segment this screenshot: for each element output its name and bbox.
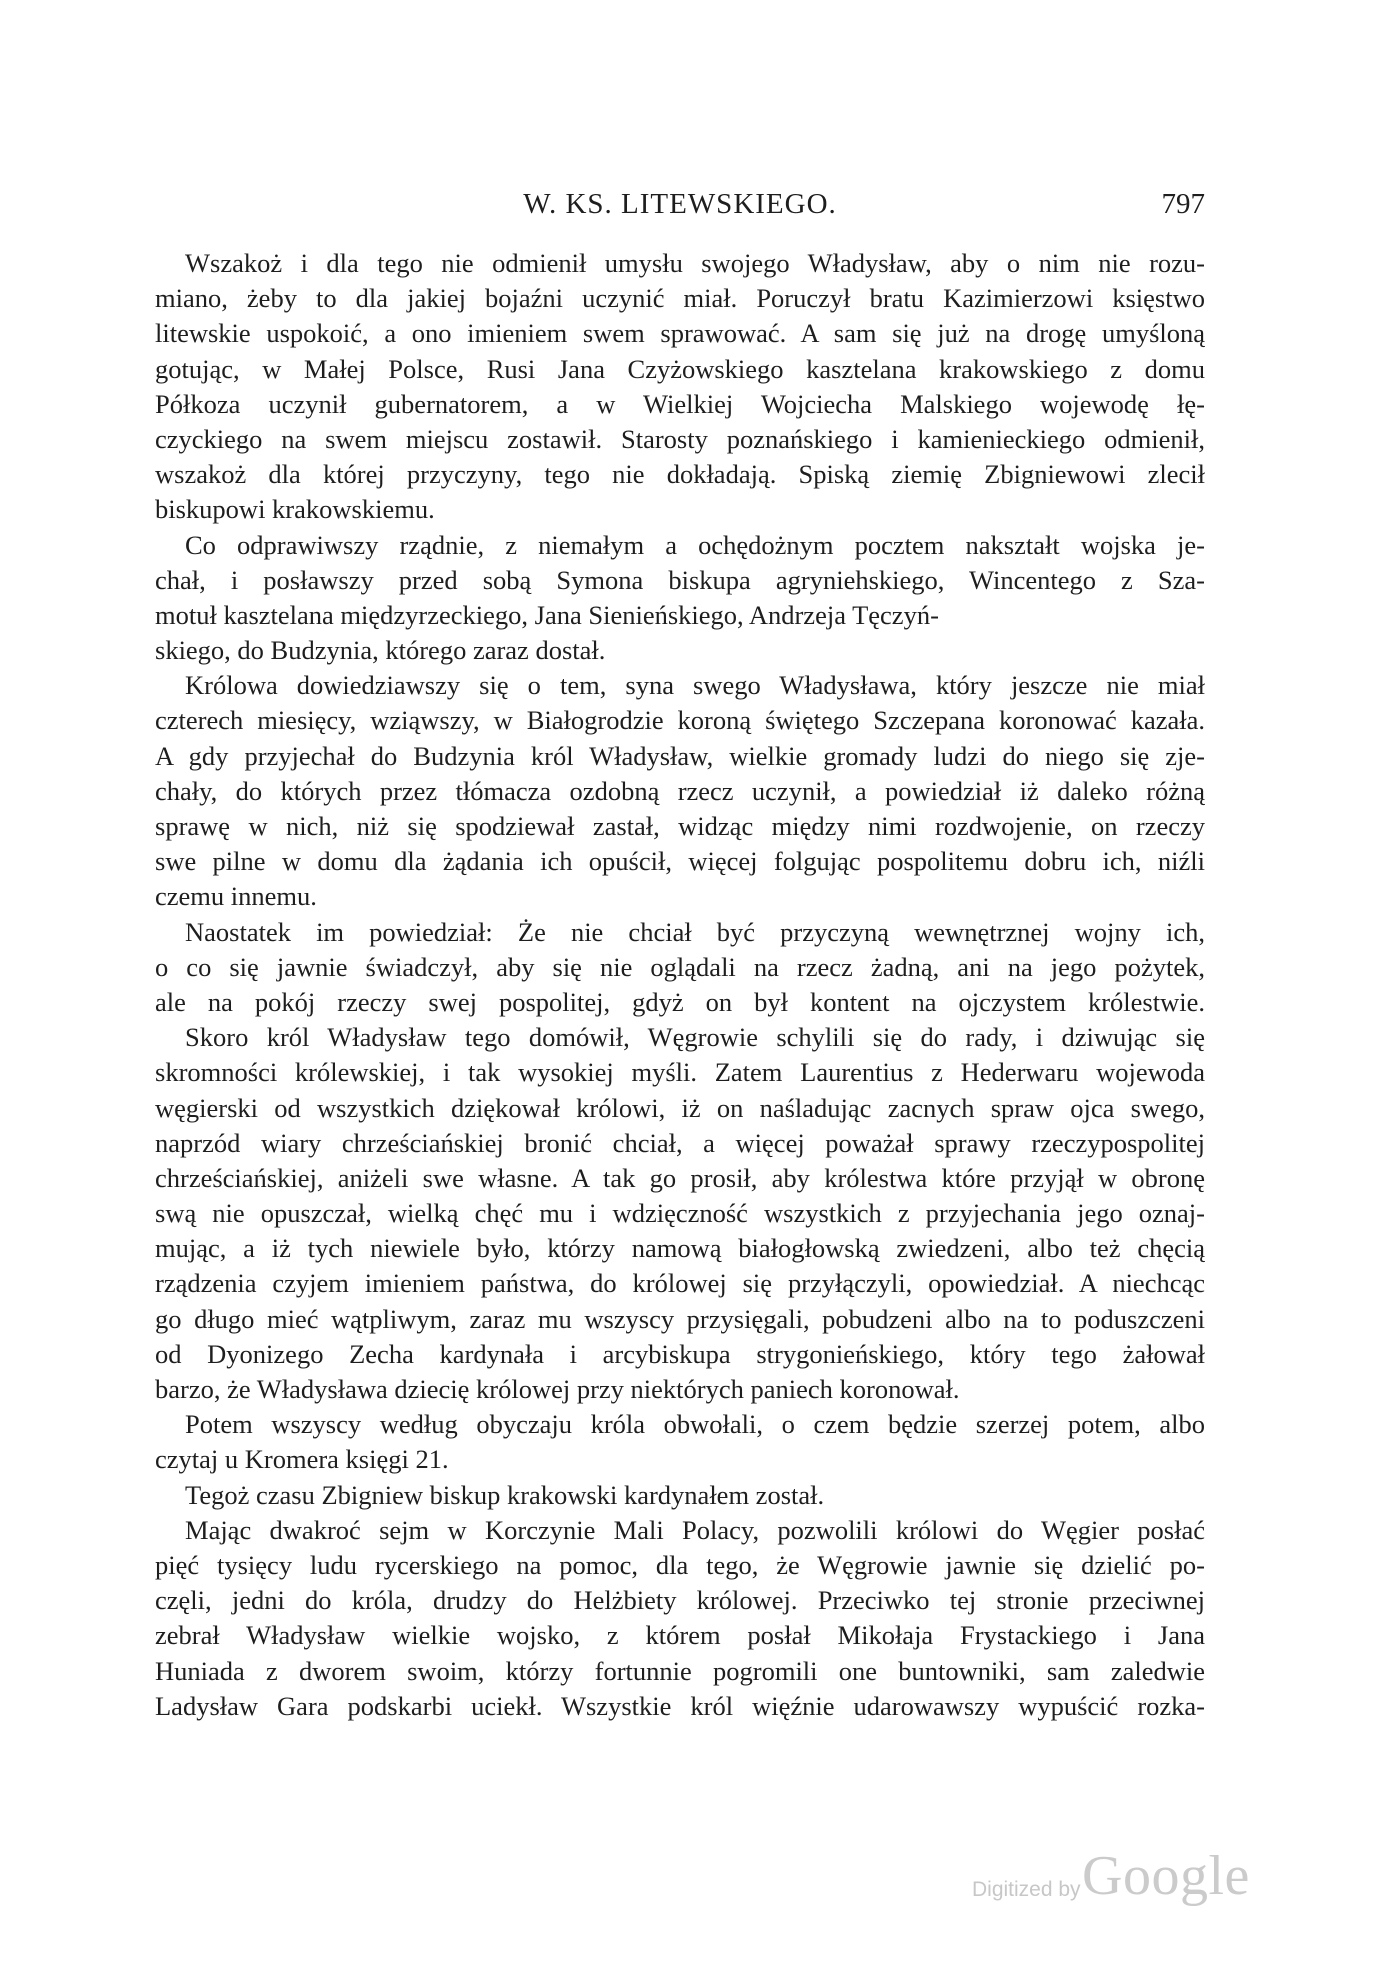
page-header — [155, 188, 1205, 228]
text-line: gotując, w Małej Polsce, Rusi Jana Czyżowskiego kasztelana krakowskiego z domu — [155, 353, 1205, 384]
text-line: swe pilne w domu dla żądania ich opuścił, więcej folgując pospolitemu dobru ich, niźli — [155, 846, 1205, 877]
text-line: czemu innemu. — [155, 881, 317, 912]
running-head: W. KS. LITEWSKIEGO. — [523, 188, 837, 220]
text-line: chrześciańskiej, aniżeli swe własne. A tak go prosił, aby królestwa które przyjął w obronę — [155, 1162, 1205, 1193]
text-line: Skoro król Władysław tego domówił, Węgrowie schylili się do rady, i dziwując się — [185, 1022, 1205, 1053]
text-line: naprzód wiary chrześciańskiej bronić chciał, a więcej poważał sprawy rzeczypospolitej — [155, 1127, 1205, 1158]
text-line: Tegoż czasu Zbigniew biskup krakowski kardynałem został. — [185, 1479, 825, 1510]
text-line: od Dyonizego Zecha kardynała i arcybiskupa strygonieńskiego, który tego żałował — [155, 1338, 1205, 1369]
text-line: Królowa dowiedziawszy się o tem, syna swego Władysława, który jeszcze nie miał — [185, 670, 1205, 701]
text-line: skiego, do Budzynia, którego zaraz dostał. — [155, 635, 606, 666]
text-line: czyckiego na swem miejscu zostawił. Starosty poznańskiego i kamienieckiego odmienił, — [155, 423, 1205, 454]
text-line: częli, jedni do króla, drudzy do Helżbiety królowej. Przeciwko tej stronie przeciwnej — [155, 1585, 1205, 1616]
body-text — [155, 246, 1205, 1724]
text-line: miano, żeby to dla jakiej bojaźni uczynić miał. Poruczył bratu Kazimierzowi księstwo — [155, 283, 1205, 314]
text-line: czytaj u Kromera księgi 21. — [155, 1444, 449, 1475]
text-line: Potem wszyscy według obyczaju króla obwołali, o czem będzie szerzej potem, albo — [185, 1409, 1205, 1440]
text-line: zebrał Władysław wielkie wojsko, z którem posłał Mikołaja Frystackiego i Jana — [155, 1620, 1205, 1651]
text-line: Półkoza uczynił gubernatorem, a w Wielkiej Wojciecha Malskiego wojewodę łę- — [155, 388, 1205, 419]
text-line: węgierski od wszystkich dziękował królowi, iż on naśladując zacnych spraw ojca swego, — [155, 1092, 1205, 1123]
text-line: Wszakoż i dla tego nie odmienił umysłu swojego Władysław, aby o nim nie rozu- — [185, 248, 1205, 278]
text-line: sprawę w nich, niż się spodziewał zastał, widząc między nimi rozdwojenie, on rzeczy — [155, 811, 1205, 841]
text-line: litewskie uspokoić, a ono imieniem swem sprawować. A sam się już na drogę umyśloną — [155, 318, 1205, 349]
google-logo: Google — [1082, 1845, 1250, 1907]
text-line: go długo mieć wątpliwym, zaraz mu wszyscy przysięgali, pobudzeni albo na to poduszczeni — [155, 1303, 1205, 1334]
text-line: rządzenia czyjem imieniem państwa, do królowej się przyłączyli, opowiedział. A niechcąc — [155, 1268, 1205, 1299]
text-line: swą nie opuszczał, wielką chęć mu i wdzięczność wszystkich z przyjechania jego oznaj- — [155, 1198, 1205, 1229]
text-line: Mając dwakroć sejm w Korczynie Mali Polacy, pozwolili królowi do Węgier posłać — [185, 1514, 1205, 1545]
text-line: A gdy przyjechał do Budzynia król Władysław, wielkie gromady ludzi do niego się zje- — [155, 740, 1205, 771]
text-line: czterech miesięcy, wziąwszy, w Białogrodzie koroną świętego Szczepana koronować kazała. — [155, 705, 1205, 736]
text-line: Ladysław Gara podskarbi uciekł. Wszystkie król więźnie udarowawszy wypuścić rozka- — [155, 1690, 1205, 1721]
digitized-by-label: Digitized by — [972, 1878, 1081, 1901]
text-line: motuł kasztelana międzyrzeckiego, Jana Sienieńskiego, Andrzeja Tęczyń- — [155, 599, 939, 630]
text-line: Co odprawiwszy rządnie, z niemałym a ochędożnym pocztem nakształt wojska je- — [185, 529, 1205, 560]
text-line: ale na pokój rzeczy swej pospolitej, gdyż on był kontent na ojczystem królestwie. — [155, 986, 1205, 1017]
text-line: chał, i posławszy przed sobą Symona biskupa agryniehskiego, Wincentego z Sza- — [155, 564, 1205, 595]
text-line: skromności królewskiej, i tak wysokiej myśli. Zatem Laurentius z Hederwaru wojewoda — [155, 1057, 1205, 1088]
text-line: Naostatek im powiedział: Że nie chciał być przyczyną wewnętrznej wojny ich, — [185, 916, 1205, 947]
text-line: wszakoż dla której przyczyny, tego nie dokładają. Spiską ziemię Zbigniewowi zlecił — [155, 459, 1205, 490]
text-line: o co się jawnie świadczył, aby się nie oglądali na rzecz żadną, ani na jego pożytek, — [155, 951, 1205, 982]
page-number: 797 — [1161, 188, 1205, 220]
text-line: biskupowi krakowskiemu. — [155, 494, 435, 525]
text-line: barzo, że Władysława dziecię królowej przy niektórych paniech koronował. — [155, 1374, 960, 1404]
text-line: Huniada z dworem swoim, którzy fortunnie pogromili one buntowniki, sam zaledwie — [155, 1655, 1205, 1686]
text-line: pięć tysięcy ludu rycerskiego na pomoc, dla tego, że Węgrowie jawnie się dzielić po- — [155, 1549, 1205, 1580]
text-line: chały, do których przez tłómacza ozdobną rzecz uczynił, a powiedział iż daleko różną — [155, 775, 1205, 806]
text-line: mując, a iż tych niewiele było, którzy namową białogłowską zwiedzeni, albo też chęcią — [155, 1233, 1205, 1264]
